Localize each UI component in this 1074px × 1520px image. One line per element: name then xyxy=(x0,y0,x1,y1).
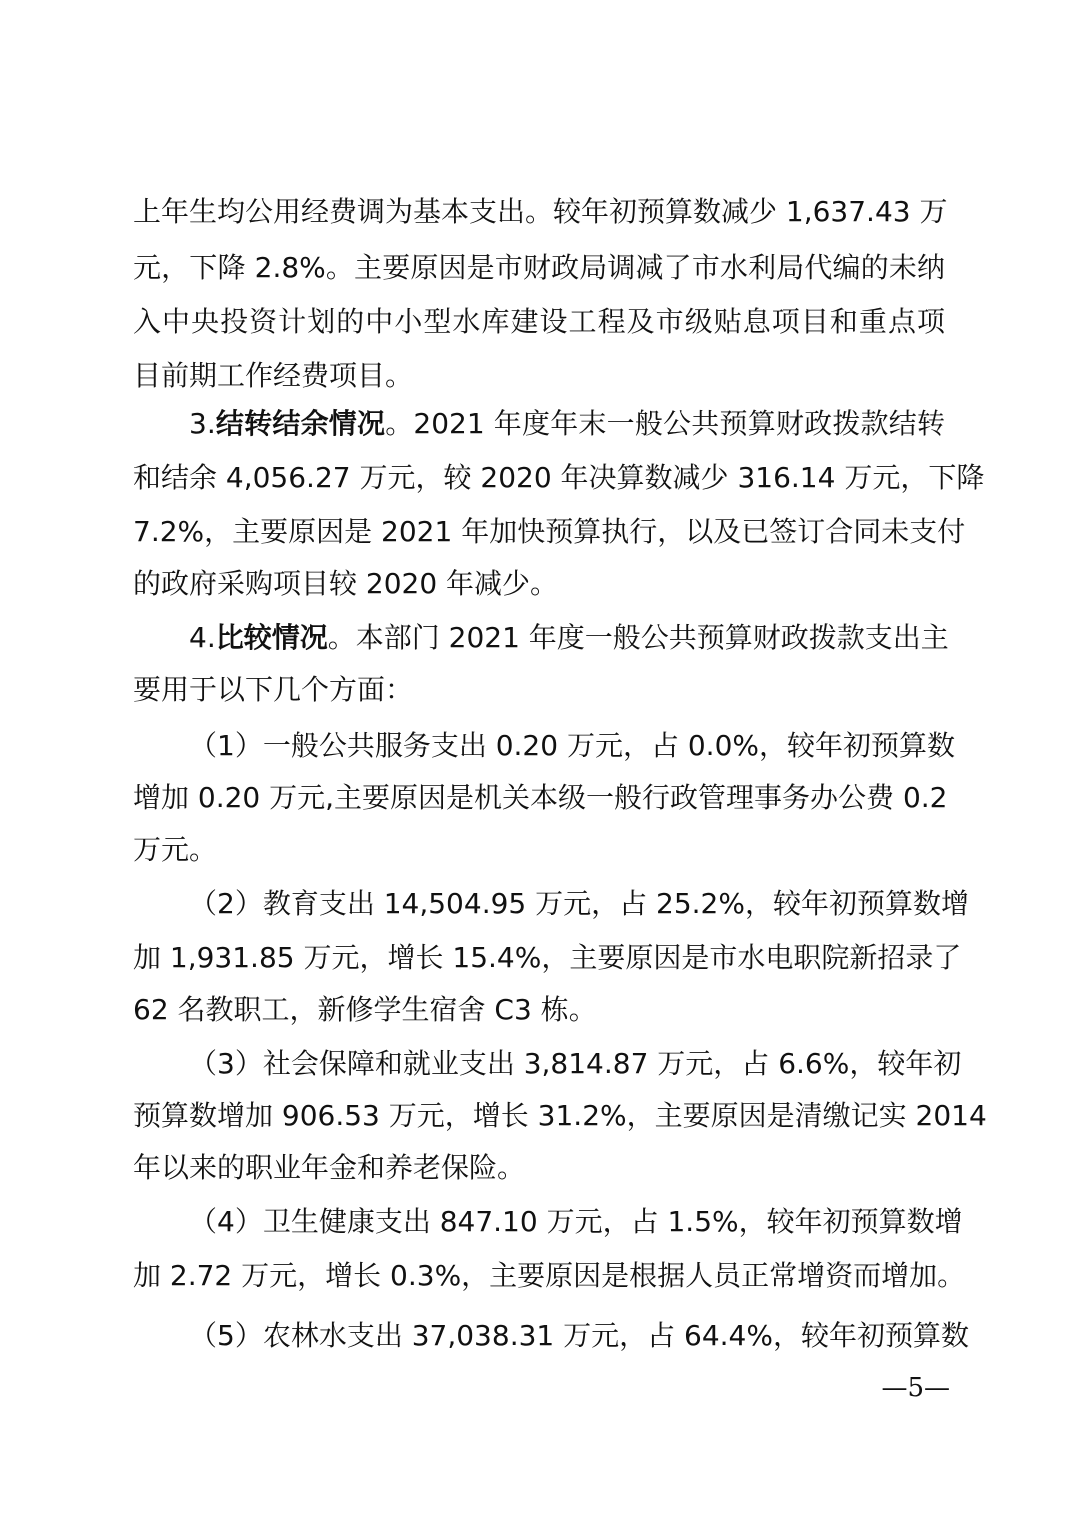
paragraph-text: 2021 年度年末一般公共预算财政拨款结转 xyxy=(413,407,945,440)
section-heading-carryover xyxy=(189,402,945,446)
paragraph-line: 增加 0.20 万元,主要原因是机关本级一般行政管理事务办公费 0.2 xyxy=(133,781,948,814)
paragraph-line: 加 1,931.85 万元，增长 15.4%，主要原因是市水电职院新招录了 xyxy=(133,941,962,974)
heading-title: 结转结余情况 xyxy=(215,407,386,440)
heading-title: 比较情况 xyxy=(215,621,328,654)
paragraph-line: 元，下降 2.8%。主要原因是市财政局调减了市水利局代编的未纳 xyxy=(133,251,945,284)
paragraph-line: 预算数增加 906.53 万元，增长 31.2%，主要原因是清缴记实 2014 xyxy=(133,1099,987,1132)
heading-number: 3. xyxy=(189,407,216,440)
heading-separator: 。 xyxy=(327,621,356,654)
paragraph-line: 的政府采购项目较 2020 年减少。 xyxy=(133,567,559,600)
list-item-line: （3）社会保障和就业支出 3,814.87 万元，占 6.6%，较年初 xyxy=(189,1047,962,1080)
page-number: —5— xyxy=(881,1373,950,1403)
paragraph-line: 上年生均公用经费调为基本支出。较年初预算数减少 1,637.43 万 xyxy=(133,195,948,228)
paragraph-line: 万元。 xyxy=(133,833,218,866)
list-item-line: （5）农林水支出 37,038.31 万元，占 64.4%，较年初预算数 xyxy=(189,1319,969,1352)
paragraph-line: 目前期工作经费项目。 xyxy=(133,359,414,392)
paragraph-line: 要用于以下几个方面： xyxy=(133,673,414,706)
paragraph-line: 和结余 4,056.27 万元，较 2020 年决算数减少 316.14 万元，下降 xyxy=(133,461,985,494)
paragraph-text: 本部门 2021 年度一般公共预算财政拨款支出主 xyxy=(355,621,949,654)
paragraph-line: 62 名教职工，新修学生宿舍 C3 栋。 xyxy=(133,993,597,1026)
paragraph-line: 入中央投资计划的中小型水库建设工程及市级贴息项目和重点项 xyxy=(133,305,945,338)
list-item-line: （1）一般公共服务支出 0.20 万元，占 0.0%，较年初预算数 xyxy=(189,729,955,762)
paragraph-line: 年以来的职业年金和养老保险。 xyxy=(133,1151,526,1184)
list-item-line: （2）教育支出 14,504.95 万元，占 25.2%，较年初预算数增 xyxy=(189,887,969,920)
heading-separator: 。 xyxy=(385,407,414,440)
heading-number: 4. xyxy=(189,621,216,654)
paragraph-line: 7.2%，主要原因是 2021 年加快预算执行，以及已签订合同未支付 xyxy=(133,515,966,548)
paragraph-line: 加 2.72 万元，增长 0.3%，主要原因是根据人员正常增资而增加。 xyxy=(133,1259,966,1292)
section-heading-comparison xyxy=(189,616,949,660)
list-item-line: （4）卫生健康支出 847.10 万元，占 1.5%，较年初预算数增 xyxy=(189,1205,963,1238)
